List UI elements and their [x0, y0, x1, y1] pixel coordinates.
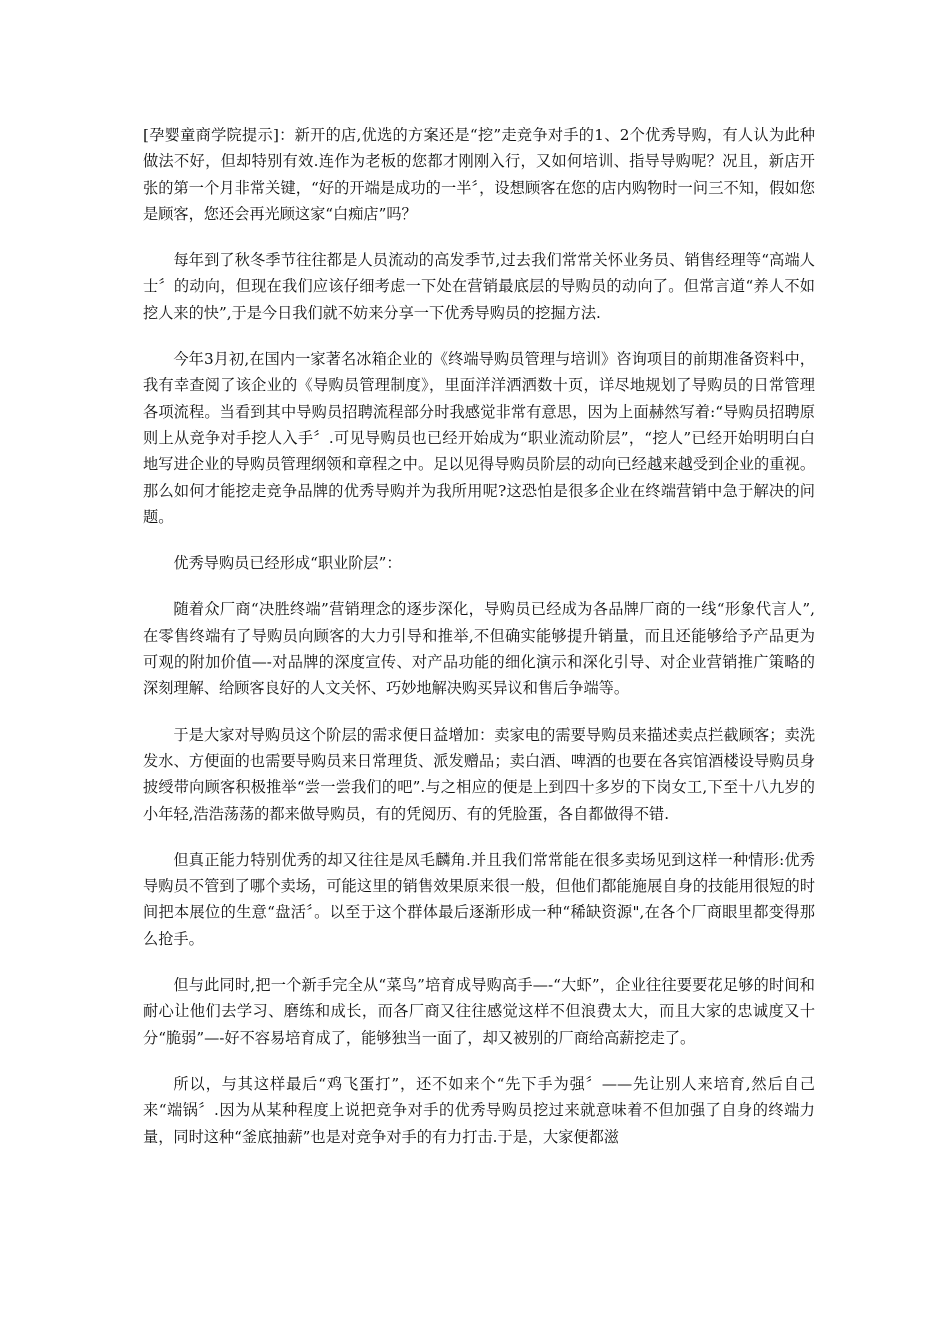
paragraph: 于是大家对导购员这个阶层的需求便日益增加：卖家电的需要导购员来描述卖点拦截顾客；卖洗发水、方便面的也需要导购员来日常理货、派发赠品；卖白酒、啤酒的也要在各宾馆酒楼设导购员身披绶带向顾客积极推举“尝一尝我们的吧”.与之相应的便是上到四十多岁的下岗女工,下至十八九岁的小年轻,浩浩荡荡的都来做导购员，有的凭阅历、有的凭脸蛋，各自都做得不错.: [143, 725, 815, 823]
section-heading: 优秀导购员已经形成“职业阶层”：: [173, 554, 402, 573]
article-body: [143, 122, 815, 1170]
paragraph-intro-note: [孕婴童商学院提示]：新开的店,优选的方案还是“挖”走竞争对手的1、2个优秀导购，有人认为此种做法不好，但却特别有效.连作为老板的您都才刚刚入行，又如何培训、指导导购呢？况且，新店开张的第一个月非常关键，“好的开端是成功的一半〞，设想顾客在您的店内购物时一问三不知，假如您是顾客，您还会再光顾这家“白痴店”吗？: [143, 126, 815, 223]
paragraph: 今年3月初,在国内一家著名冰箱企业的《终端导购员管理与培训》咨询项目的前期准备资料中，我有幸查阅了该企业的《导购员管理制度》，里面洋洋洒洒数十页，详尽地规划了导购员的日常管理各项流程。当看到其中导购员招聘流程部分时我感觉非常有意思，因为上面赫然写着:“导购员招聘原则上从竞争对手挖人入手〞.可见导购员也已经开始成为“职业流动阶层”，“挖人”已经开始明明白白地写进企业的导购员管理纲领和章程之中。足以见得导购员阶层的动向已经越来越受到企业的重视。那么如何才能挖走竞争品牌的优秀导购并为我所用呢?这恐怕是很多企业在终端营销中急于解决的问题。: [143, 350, 815, 526]
paragraph: 但与此同时,把一个新手完全从“菜鸟”培育成导购高手—-“大虾”，企业往往要要花足够的时间和耐心让他们去学习、磨练和成长，而各厂商又往往感觉这样不但浪费太大，而且大家的忠诚度又十分“脆弱”—-好不容易培育成了，能够独当一面了，却又被别的厂商给高薪挖走了。: [143, 976, 815, 1047]
paragraph: 但真正能力特别优秀的却又往往是凤毛麟角.并且我们常常能在很多卖场见到这样一种情形:优秀导购员不管到了哪个卖场，可能这里的销售效果原来很一般，但他们都能施展自身的技能用很短的时间把本展位的生意“盘活〞。以至于这个群体最后逐渐形成一种“稀缺资源",在各个厂商眼里都变得那么抢手。: [143, 850, 815, 948]
paragraph: 随着众厂商“决胜终端”营销理念的逐步深化，导购员已经成为各品牌厂商的一线“形象代言人”,在零售终端有了导购员向顾客的大力引导和推举,不但确实能够提升销量，而且还能够给予产品更为可观的附加价值—-对品牌的深度宣传、对产品功能的细化演示和深化引导、对企业营销推广策略的深刻理解、给顾客良好的人文关怀、巧妙地解决购买异议和售后争端等。: [143, 600, 815, 698]
paragraph: 所以，与其这样最后“鸡飞蛋打”，还不如来个“先下手为强〞——先让别人来培育,然后自己来“端锅〞.因为从某种程度上说把竞争对手的优秀导购员挖过来就意味着不但加强了自身的终端力量，同时这种“釜底抽薪”也是对竞争对手的有力打击.于是，大家便都滋: [143, 1074, 815, 1146]
paragraph: 每年到了秋冬季节往往都是人员流动的高发季节,过去我们常常关怀业务员、销售经理等“高端人士〞的动向，但现在我们应该仔细考虑一下处在营销最底层的导购员的动向了。但常言道“养人不如挖人来的快”,于是今日我们就不妨来分享一下优秀导购员的挖掘方法.: [143, 251, 815, 322]
